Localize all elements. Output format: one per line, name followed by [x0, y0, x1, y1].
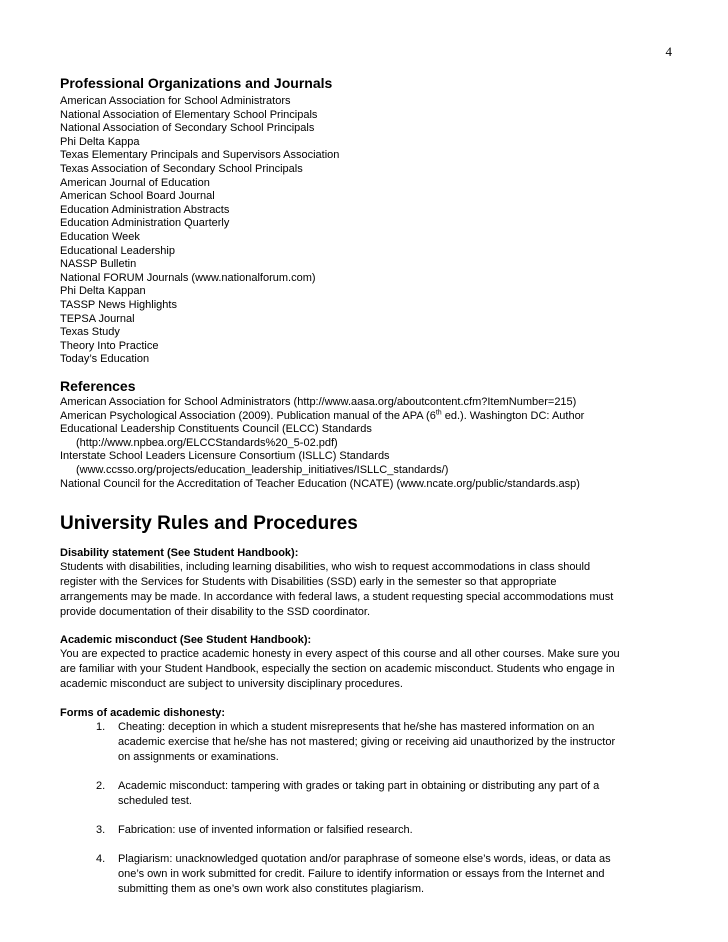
- orgs-list: [60, 95, 339, 367]
- misconduct-block: [60, 633, 620, 692]
- org-item: TASSP News Highlights: [60, 298, 177, 311]
- org-item: Phi Delta Kappa: [60, 135, 140, 148]
- reference-apa: [60, 410, 584, 424]
- org-item: National Association of Elementary School Principals: [60, 108, 318, 121]
- org-item: Theory Into Practice: [60, 339, 159, 352]
- dishonesty-heading: Forms of academic dishonesty:: [60, 707, 226, 719]
- rules-heading: University Rules and Procedures: [60, 513, 358, 534]
- org-item: American Journal of Education: [60, 176, 210, 189]
- reference-apa-sup: th: [435, 408, 442, 416]
- disability-line: provide documentation of their disability to the SSD coordinator.: [60, 606, 371, 618]
- org-item: Education Week: [60, 230, 140, 243]
- disability-heading: Disability statement (See Student Handbook):: [60, 547, 299, 559]
- references-heading: References: [60, 378, 136, 394]
- org-item: Education Administration Quarterly: [60, 217, 230, 230]
- org-item: American School Board Journal: [60, 190, 215, 203]
- list-number: 3.: [96, 824, 106, 836]
- dishonesty-item-fabrication: [60, 823, 620, 838]
- page-number: 4: [665, 44, 672, 59]
- reference-isllc: Interstate School Leaders Licensure Consortium (ISLLC) Standards: [60, 450, 390, 463]
- list-number: 1.: [96, 721, 106, 733]
- reference-elcc: Educational Leadership Constituents Council (ELCC) Standards: [60, 423, 372, 436]
- org-item: TEPSA Journal: [60, 312, 135, 325]
- reference-apa-text-after: ed.). Washington DC: Author: [441, 409, 585, 422]
- orgs-section: [60, 75, 339, 367]
- list-number: 2.: [96, 780, 106, 792]
- disability-line: register with the Services for Students with Disabilities (SSD) early in the semester so that appropriate: [60, 576, 557, 588]
- org-item: Education Administration Abstracts: [60, 203, 230, 216]
- dishonesty-line: on assignments or examinations.: [118, 751, 279, 763]
- misconduct-line: academic misconduct are subject to university disciplinary procedures.: [60, 678, 403, 690]
- org-item: Phi Delta Kappan: [60, 285, 146, 298]
- reference-isllc-url: (www.ccsso.org/projects/education_leadership_initiatives/ISLLC_standards/): [76, 463, 449, 476]
- misconduct-line: are familiar with your Student Handbook, especially the section on academic misconduct. Students who engage in: [60, 663, 615, 675]
- disability-line: Students with disabilities, including learning disabilities, who wish to request accommodations in class should: [60, 561, 591, 573]
- org-item: National FORUM Journals (www.nationalforum.com): [60, 271, 316, 284]
- org-item: Educational Leadership: [60, 244, 175, 257]
- dishonesty-item-misconduct: [60, 779, 620, 809]
- reference-apa-text: American Psychological Association (2009). Publication manual of the APA (6: [60, 409, 436, 422]
- references-list: [60, 396, 584, 491]
- org-item: American Association for School Administrators: [60, 95, 291, 107]
- disability-block: [60, 546, 620, 620]
- dishonesty-line: academic exercise that he/she has not mastered; giving or receiving aid unauthorized by the instructor: [118, 736, 616, 748]
- org-item: National Association of Secondary School Principals: [60, 122, 315, 135]
- references-section: [60, 378, 584, 491]
- dishonesty-line: Academic misconduct: tampering with grades or taking part in obtaining or distributing any part of a: [118, 780, 600, 792]
- dishonesty-line: Cheating: deception in which a student misrepresents that he/she has mastered information on an: [118, 721, 595, 733]
- dishonesty-line: one’s own in work submitted for credit. Failure to identify information or essays from the Internet and: [118, 868, 605, 880]
- reference-ncate: National Council for the Accreditation of Teacher Education (NCATE) (www.ncate.org/public/standards.asp): [60, 477, 580, 490]
- org-item: Texas Study: [60, 326, 120, 339]
- reference-elcc-url: (http://www.npbea.org/ELCCStandards%20_5-02.pdf): [76, 436, 338, 449]
- list-number: 4.: [96, 853, 106, 865]
- dishonesty-line: Fabrication: use of invented information or falsified research.: [118, 824, 413, 836]
- org-item: Texas Association of Secondary School Principals: [60, 162, 303, 175]
- dishonesty-line: scheduled test.: [118, 795, 192, 807]
- reference-aasa: American Association for School Administrators (http://www.aasa.org/aboutcontent.cfm?ItemNumber=215): [60, 396, 577, 408]
- org-item: Today’s Education: [60, 353, 150, 366]
- misconduct-heading: Academic misconduct (See Student Handbook):: [60, 634, 312, 646]
- dishonesty-line: submitting them as one’s own work also constitutes plagiarism.: [118, 883, 425, 895]
- misconduct-line: You are expected to practice academic honesty in every aspect of this course and all other courses. Make sure you: [60, 648, 620, 660]
- org-item: NASSP Bulletin: [60, 258, 137, 271]
- disability-line: arrangements may be made. In accordance with federal laws, a student requesting special accommodations must: [60, 591, 614, 603]
- orgs-heading: Professional Organizations and Journals: [60, 75, 333, 91]
- org-item: Texas Elementary Principals and Supervisors Association: [60, 149, 340, 162]
- dishonesty-item-plagiarism: [60, 852, 620, 897]
- dishonesty-line: Plagiarism: unacknowledged quotation and/or paraphrase of someone else’s words, ideas, or data as: [118, 853, 611, 865]
- dishonesty-block: [60, 706, 620, 897]
- rules-section: [60, 513, 620, 897]
- dishonesty-item-cheating: [60, 720, 620, 765]
